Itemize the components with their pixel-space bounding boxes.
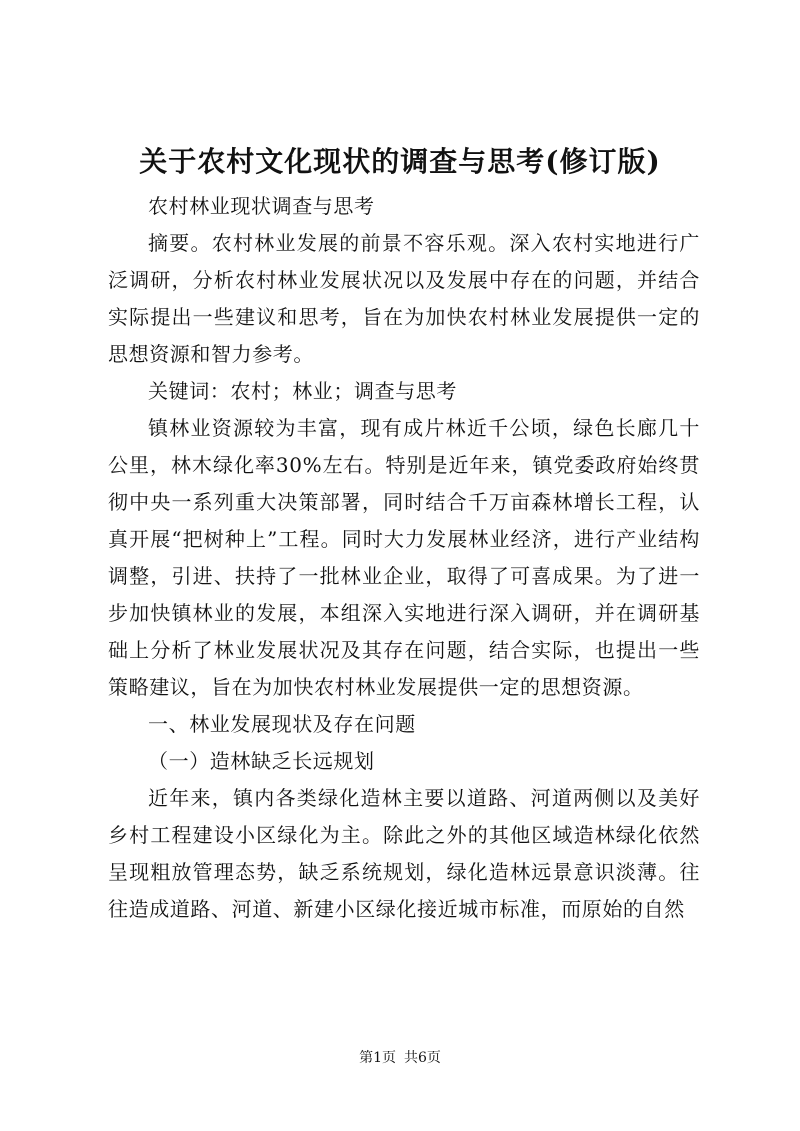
document-title: 关于农村文化现状的调查与思考(修订版)	[139, 145, 661, 178]
subsection-heading: （一）造林缺乏长远规划	[148, 749, 375, 773]
body-paragraph: 近年来，镇内各类绿化造林主要以道路、河道两侧以及美好乡村工程建设小区绿化为主。除此之外的其他区域造林绿化依然呈现粗放管理态势，缺乏系统规划，绿化造林远景意识淡薄。往往造成道路、河道、新建小区绿化接近城市标准，而原始的自然	[108, 786, 700, 921]
document-body	[108, 188, 700, 928]
page-total: 共6页	[404, 1050, 441, 1066]
section-heading: 一、林业发展现状及存在问题	[148, 712, 416, 736]
keywords-paragraph: 关键词：农村；林业；调查与思考	[148, 379, 457, 403]
intro-paragraph: 镇林业资源较为丰富，现有成片林近千公顷，绿色长廊几十公里，林木绿化率30%左右。特别是近年来，镇党委政府始终贯彻中央一系列重大决策部署，同时结合千万亩森林增长工程，认真开展“把树种上”工程。同时大力发展林业经济，进行产业结构调整，引进、扶持了一批林业企业，取得了可喜成果。为了进一步加快镇林业的发展，本组深入实地进行深入调研，并在调研基础上分析了林业发展状况及其存在问题，结合实际，也提出一些策略建议，旨在为加快农村林业发展提供一定的思想资源。	[108, 416, 700, 699]
page-number: 第1页	[359, 1050, 396, 1066]
page-footer	[0, 1048, 800, 1068]
abstract-paragraph: 摘要。农村林业发展的前景不容乐观。深入农村实地进行广泛调研，分析农村林业发展状况以及发展中存在的问题，并结合实际提出一些建议和思考，旨在为加快农村林业发展提供一定的思想资源和智力参考。	[108, 231, 700, 366]
subtitle-paragraph: 农村林业现状调查与思考	[148, 194, 375, 218]
